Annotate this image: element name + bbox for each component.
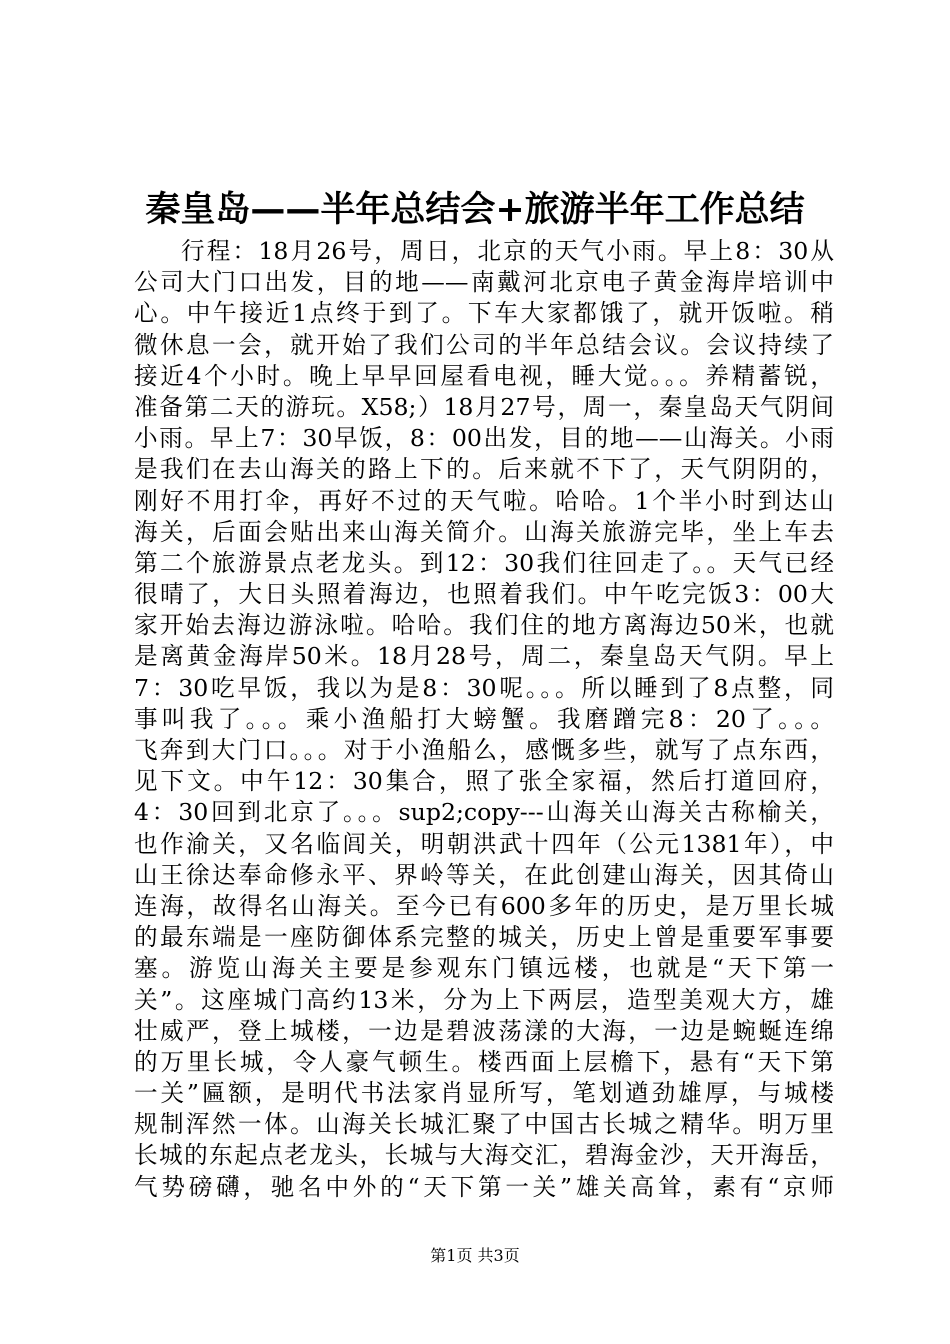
body-line: 壮威严，登上城楼，一边是碧波荡漾的大海，一边是蜿蜒连绵 bbox=[134, 1016, 834, 1045]
body-line: 很晴了，大日头照着海边，也照着我们。中午吃完饭3：00大 bbox=[134, 580, 834, 609]
body-line: 气势磅礴，驰名中外的“天下第一关”雄关高耸，素有“京师 bbox=[134, 1172, 834, 1201]
body-line: 接近4个小时。晚上早早回屋看电视，睡大觉。。。养精蓄锐， bbox=[134, 361, 834, 390]
body-line: 准备第二天的游玩。X58;）18月27号，周一，秦皇岛天气阴间 bbox=[134, 392, 834, 421]
body-line: 飞奔到大门口。。。对于小渔船么，感慨多些，就写了点东西， bbox=[134, 736, 834, 764]
document-title: 秦皇岛——半年总结会+旅游半年工作总结 bbox=[145, 190, 805, 230]
body-line: 微休息一会，就开始了我们公司的半年总结会议。会议持续了 bbox=[134, 330, 834, 359]
body-line: 7：30吃早饭，我以为是8：30呢。。。所以睡到了8点整，同 bbox=[134, 673, 834, 702]
body-line: 的最东端是一座防御体系完整的城关，历史上曾是重要军事要 bbox=[134, 923, 834, 952]
body-line: 刚好不用打伞，再好不过的天气啦。哈哈。1个半小时到达山 bbox=[134, 486, 834, 515]
body-line: 行程：18月26号，周日，北京的天气小雨。早上8：30从 bbox=[181, 237, 834, 265]
body-line: 山王徐达奉命修永平、界岭等关，在此创建山海关，因其倚山 bbox=[134, 860, 834, 889]
body-line: 第二个旅游景点老龙头。到12：30我们往回走了。。天气已经 bbox=[134, 548, 834, 577]
page-footer: 第1页 共3页 bbox=[430, 1246, 520, 1265]
body-line: 是离黄金海岸50米。18月28号，周二，秦皇岛天气阴。早上 bbox=[134, 642, 834, 671]
body-line: 家开始去海边游泳啦。哈哈。我们住的地方离海边50米，也就 bbox=[134, 611, 834, 640]
body-line: 一关”匾额，是明代书法家肖显所写，笔划遒劲雄厚，与城楼 bbox=[134, 1079, 834, 1108]
body-line: 连海，故得名山海关。至今已有600多年的历史，是万里长城 bbox=[134, 891, 834, 920]
body-text bbox=[134, 236, 834, 1203]
body-line: 的万里长城，令人豪气顿生。楼西面上层檐下，悬有“天下第 bbox=[134, 1047, 834, 1076]
body-line: 规制浑然一体。山海关长城汇聚了中国古长城之精华。明万里 bbox=[134, 1110, 834, 1139]
body-line: 是我们在去山海关的路上下的。后来就不下了，天气阴阴的， bbox=[134, 455, 834, 484]
body-line: 见下文。中午12：30集合，照了张全家福，然后打道回府， bbox=[134, 767, 834, 796]
body-line: 小雨。早上7：30早饭，8：00出发，目的地——山海关。小雨 bbox=[134, 424, 834, 453]
body-line: 海关，后面会贴出来山海关简介。山海关旅游完毕，坐上车去 bbox=[134, 517, 834, 546]
body-line: 关”。这座城门高约13米，分为上下两层，造型美观大方，雄 bbox=[134, 985, 834, 1014]
body-line: 4：30回到北京了。。。sup2;copy---山海关山海关古称榆关， bbox=[134, 798, 834, 827]
body-line: 长城的东起点老龙头，长城与大海交汇，碧海金沙，天开海岳， bbox=[134, 1141, 834, 1170]
body-line: 塞。游览山海关主要是参观东门镇远楼，也就是“天下第一 bbox=[134, 954, 834, 983]
body-line: 心。中午接近1点终于到了。下车大家都饿了，就开饭啦。稍 bbox=[134, 299, 834, 328]
body-line: 也作渝关，又名临闾关，明朝洪武十四年（公元1381年），中 bbox=[134, 829, 834, 858]
body-line: 事叫我了。。。乘小渔船打大螃蟹。我磨蹭完8：20了。。。 bbox=[134, 704, 834, 733]
body-line: 公司大门口出发，目的地——南戴河北京电子黄金海岸培训中 bbox=[134, 268, 834, 297]
